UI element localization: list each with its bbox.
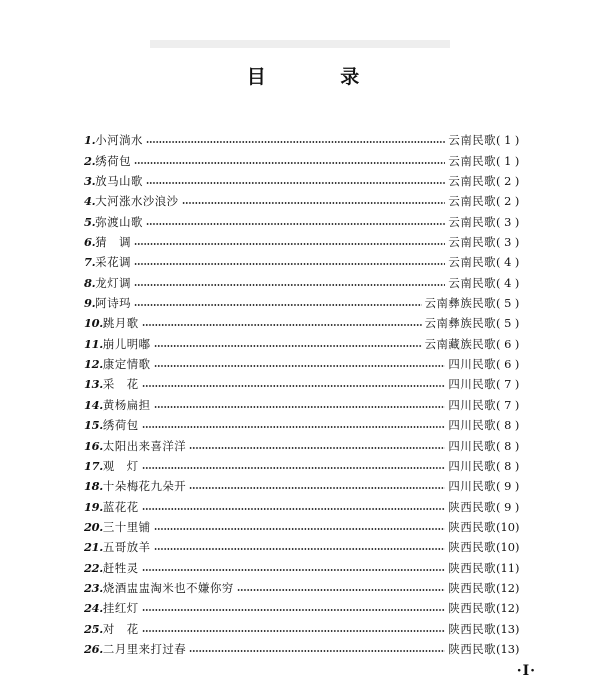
entry-source: 陕西民歌 xyxy=(448,642,496,657)
dot-leader xyxy=(142,385,446,387)
entry-title: 采 花 xyxy=(102,377,139,392)
toc-entry[interactable] xyxy=(84,537,536,557)
toc-entry[interactable] xyxy=(84,334,536,354)
toc-entry[interactable] xyxy=(84,130,536,150)
entry-source: 陕西民歌 xyxy=(448,601,496,616)
entry-number: 6. xyxy=(84,234,96,249)
dot-leader xyxy=(134,162,445,164)
dot-leader xyxy=(154,365,446,367)
entry-page-number: ( 1 ) xyxy=(496,133,520,148)
toc-entry[interactable] xyxy=(84,598,536,618)
entry-page-number: ( 6 ) xyxy=(496,357,520,372)
entry-page-number: ( 5 ) xyxy=(496,316,520,331)
entry-source: 四川民歌 xyxy=(448,418,496,433)
entry-source: 云南藏族民歌 xyxy=(424,336,496,351)
toc-entry[interactable] xyxy=(84,476,536,496)
entry-title: 弥渡山歌 xyxy=(95,214,143,229)
entry-page-number: ( 4 ) xyxy=(496,275,520,290)
entry-page-number: ( 9 ) xyxy=(496,499,520,514)
entry-number: 22. xyxy=(84,560,103,575)
toc-entry[interactable] xyxy=(84,150,536,170)
entry-page-number: ( 1 ) xyxy=(496,153,520,168)
dot-leader xyxy=(237,589,446,591)
entry-page-number: ( 2 ) xyxy=(496,194,520,209)
entry-number: 8. xyxy=(84,275,96,290)
toc-entry[interactable] xyxy=(84,456,536,476)
entry-title: 十朵梅花九朵开 xyxy=(102,479,187,494)
entry-page-number: ( 5 ) xyxy=(496,296,520,311)
entry-title: 猜 调 xyxy=(95,234,131,249)
entry-number: 5. xyxy=(84,214,96,229)
dot-leader xyxy=(134,263,445,265)
entry-title: 太阳出来喜洋洋 xyxy=(102,438,187,453)
entry-number: 14. xyxy=(84,397,103,412)
entry-source: 四川民歌 xyxy=(448,357,496,372)
entry-title: 二月里来打过春 xyxy=(102,642,187,657)
page-title: 目 录 xyxy=(246,66,394,88)
entry-number: 13. xyxy=(84,377,103,392)
entry-number: 7. xyxy=(84,255,96,270)
toc-entry[interactable] xyxy=(84,415,536,435)
entry-title: 三十里铺 xyxy=(102,520,151,534)
entry-source: 云南彝族民歌 xyxy=(424,316,496,331)
dot-leader xyxy=(154,528,446,530)
toc-entry[interactable] xyxy=(84,293,536,313)
table-of-contents xyxy=(84,130,536,659)
dot-leader xyxy=(142,426,446,428)
dot-leader xyxy=(146,223,446,225)
entry-source: 四川民歌 xyxy=(448,479,496,494)
entry-page-number: ( 7 ) xyxy=(496,397,520,412)
entry-source: 云南民歌 xyxy=(448,214,496,229)
entry-source: 云南民歌 xyxy=(448,194,496,209)
entry-source: 云南民歌 xyxy=(448,234,496,249)
toc-entry[interactable] xyxy=(84,395,536,415)
dot-leader xyxy=(142,467,446,469)
entry-number: 3. xyxy=(84,173,96,188)
entry-page-number: ( 8 ) xyxy=(496,438,520,453)
dot-leader xyxy=(134,243,445,245)
entry-page-number: (10) xyxy=(496,540,520,555)
entry-page-number: (10) xyxy=(496,520,520,534)
entry-source: 四川民歌 xyxy=(448,397,496,412)
entry-number: 21. xyxy=(84,540,103,555)
entry-title: 大河涨水沙浪沙 xyxy=(95,194,179,209)
dot-leader xyxy=(189,487,445,489)
dot-leader xyxy=(146,141,446,143)
dot-leader xyxy=(142,324,422,326)
entry-page-number: (13) xyxy=(496,621,520,636)
page-folio: ·I· xyxy=(516,663,536,679)
entry-number: 19. xyxy=(84,499,103,514)
entry-page-number: (11) xyxy=(496,560,520,575)
entry-source: 四川民歌 xyxy=(448,377,496,392)
entry-title: 黄杨扁担 xyxy=(102,397,151,412)
toc-entry[interactable] xyxy=(84,191,536,211)
entry-number: 10. xyxy=(84,316,103,331)
entry-number: 9. xyxy=(84,296,96,311)
entry-title: 挂红灯 xyxy=(102,601,139,616)
entry-page-number: ( 8 ) xyxy=(496,458,520,473)
entry-page-number: (12) xyxy=(496,601,520,616)
entry-title: 阿诗玛 xyxy=(95,296,131,311)
entry-source: 陕西民歌 xyxy=(448,520,496,534)
toc-entry[interactable] xyxy=(84,578,536,598)
dot-leader xyxy=(189,447,445,449)
entry-source: 陕西民歌 xyxy=(448,499,496,514)
toc-entry[interactable] xyxy=(84,252,536,272)
entry-page-number: ( 2 ) xyxy=(496,173,520,188)
entry-source: 云南民歌 xyxy=(448,153,496,168)
entry-source: 陕西民歌 xyxy=(448,540,496,555)
entry-title: 绣荷包 xyxy=(95,153,131,168)
entry-number: 11. xyxy=(84,336,103,351)
dot-leader xyxy=(134,284,445,286)
entry-number: 12. xyxy=(84,357,103,372)
toc-entry[interactable] xyxy=(84,211,536,231)
dot-leader xyxy=(142,508,446,510)
entry-title: 采花调 xyxy=(95,255,131,270)
entry-number: 23. xyxy=(84,581,103,596)
dot-leader xyxy=(154,548,446,550)
entry-number: 24. xyxy=(84,601,103,616)
entry-title: 烧酒盅盅淘米也不嫌你穷 xyxy=(102,581,234,596)
entry-page-number: ( 7 ) xyxy=(496,377,520,392)
dot-leader xyxy=(142,609,446,611)
entry-source: 云南彝族民歌 xyxy=(424,296,496,311)
toc-entry[interactable] xyxy=(84,639,536,659)
entry-page-number: (13) xyxy=(496,642,520,657)
toc-entry[interactable] xyxy=(84,496,536,516)
entry-page-number: ( 3 ) xyxy=(496,234,520,249)
toc-entry[interactable] xyxy=(84,354,536,374)
toc-entry[interactable] xyxy=(84,232,536,252)
toc-entry[interactable] xyxy=(84,558,536,578)
entry-title: 对 花 xyxy=(102,621,139,636)
entry-number: 1. xyxy=(84,133,96,148)
entry-number: 17. xyxy=(84,458,103,473)
entry-page-number: ( 6 ) xyxy=(496,336,520,351)
entry-title: 五哥放羊 xyxy=(102,540,151,555)
entry-title: 康定情歌 xyxy=(102,357,151,372)
dot-leader xyxy=(154,345,422,347)
dot-leader xyxy=(146,182,446,184)
toc-entry[interactable] xyxy=(84,619,536,639)
toc-entry[interactable] xyxy=(84,273,536,293)
toc-entry[interactable] xyxy=(84,171,536,191)
entry-number: 4. xyxy=(84,194,96,209)
entry-source: 陕西民歌 xyxy=(448,560,496,575)
scan-artifact xyxy=(150,40,450,48)
toc-entry[interactable] xyxy=(84,374,536,394)
entry-page-number: (12) xyxy=(496,581,520,596)
toc-entry[interactable] xyxy=(84,517,536,537)
entry-page-number: ( 3 ) xyxy=(496,214,520,229)
entry-source: 四川民歌 xyxy=(448,438,496,453)
dot-leader xyxy=(134,304,422,306)
entry-title: 观 灯 xyxy=(102,458,139,473)
entry-page-number: ( 8 ) xyxy=(496,418,520,433)
entry-source: 云南民歌 xyxy=(448,173,496,188)
entry-source: 陕西民歌 xyxy=(448,581,496,596)
entry-title: 赶牲灵 xyxy=(102,560,139,575)
dot-leader xyxy=(182,202,446,204)
entry-source: 云南民歌 xyxy=(448,275,496,290)
dot-leader xyxy=(142,569,446,571)
toc-entry[interactable] xyxy=(84,313,536,333)
entry-title: 龙灯调 xyxy=(95,275,131,290)
entry-page-number: ( 9 ) xyxy=(496,479,520,494)
entry-title: 跳月歌 xyxy=(102,316,139,331)
entry-title: 放马山歌 xyxy=(95,173,143,188)
entry-title: 崩儿明嘟 xyxy=(102,336,151,351)
entry-source: 云南民歌 xyxy=(448,255,496,270)
entry-number: 2. xyxy=(84,153,96,168)
dot-leader xyxy=(154,406,446,408)
entry-title: 绣荷包 xyxy=(102,418,139,433)
entry-source: 陕西民歌 xyxy=(448,621,496,636)
entry-number: 15. xyxy=(84,418,103,433)
entry-source: 云南民歌 xyxy=(448,133,496,148)
dot-leader xyxy=(189,650,445,652)
entry-page-number: ( 4 ) xyxy=(496,255,520,270)
dot-leader xyxy=(142,630,446,632)
entry-source: 四川民歌 xyxy=(448,458,496,473)
entry-number: 18. xyxy=(84,479,103,494)
toc-entry[interactable] xyxy=(84,435,536,455)
entry-number: 26. xyxy=(84,642,103,657)
entry-number: 16. xyxy=(84,438,103,453)
entry-number: 25. xyxy=(84,621,103,636)
entry-title: 小河淌水 xyxy=(95,133,143,148)
entry-number: 20. xyxy=(84,520,103,534)
entry-title: 蓝花花 xyxy=(102,499,139,514)
